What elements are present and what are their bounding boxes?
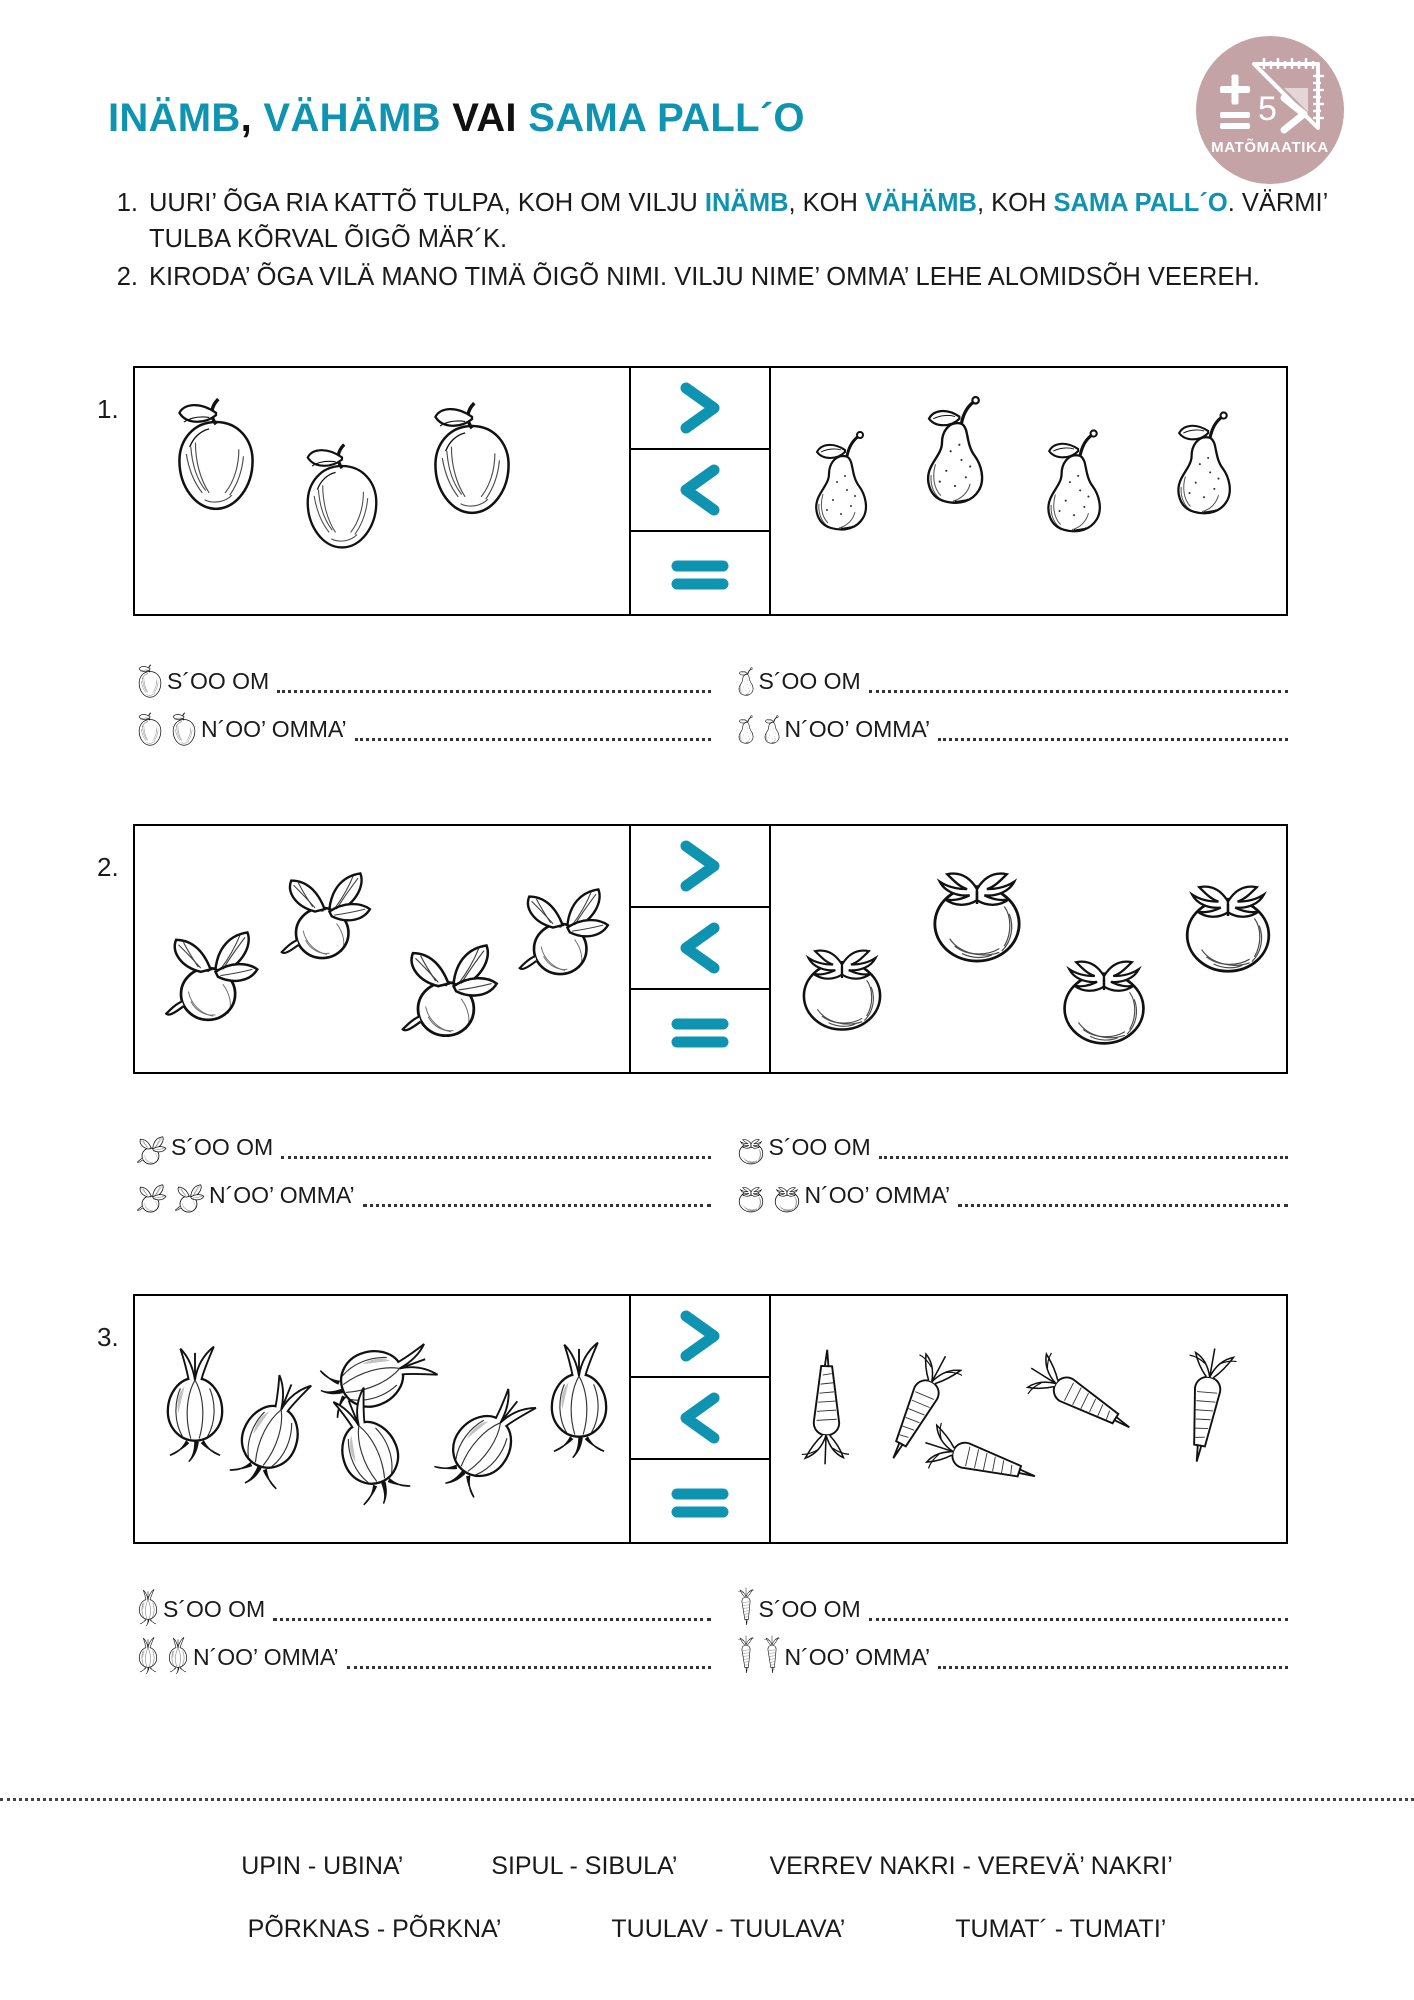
answer-blank-singular-3r[interactable] <box>869 1618 1288 1621</box>
vocabulary-item: SIPUL - SIBULA’ <box>491 1852 678 1880</box>
answer-blank-plural-1[interactable] <box>355 738 711 741</box>
answer-icon-group-singular-1 <box>133 656 167 700</box>
answer-blank-plural-3r[interactable] <box>938 1666 1288 1669</box>
instruction-1-seg-2: , KOH <box>788 189 866 217</box>
vocabulary-row-1 <box>0 1852 1414 1881</box>
answer-icon-group-plural-2 <box>133 1170 209 1214</box>
answer-row-plural-2r <box>733 1166 1289 1214</box>
vocabulary-item: UPIN - UBINA’ <box>241 1852 404 1880</box>
bottom-divider <box>0 1798 1414 1801</box>
answer-icon-group-plural-3r <box>733 1632 785 1676</box>
left-quantity-panel-3 <box>135 1296 629 1542</box>
title-sep-3 <box>517 96 528 140</box>
exercise-number-1: 1. <box>97 394 119 424</box>
answer-label-singular-3: S´OO OM <box>163 1596 266 1622</box>
instruction-item-1 <box>104 185 1354 257</box>
apple-illustration <box>157 390 275 518</box>
radish-mini-icon <box>171 1174 209 1214</box>
symbol-option-greater-3[interactable] <box>631 1296 769 1378</box>
apple-illustration <box>287 436 397 556</box>
answer-blank-singular-1[interactable] <box>277 690 710 693</box>
apple-mini-icon <box>133 710 167 748</box>
instruction-1-seg-6: . VÄRMI’ TULBA KÕRVAL ÕIGÕ MÄR´K. <box>149 189 1328 254</box>
exercise-number-3: 3. <box>97 1322 119 1352</box>
vocabulary-row-2 <box>0 1915 1414 1944</box>
answer-icon-group-plural-2r <box>733 1170 805 1214</box>
logo-wordmark: MATÕMAATIKA <box>1211 139 1329 156</box>
instructions-list <box>104 185 1354 298</box>
vocabulary-item: TUULAV - TUULAVA’ <box>611 1915 846 1943</box>
greater-than-icon <box>670 838 730 894</box>
radish-illustration <box>501 856 629 980</box>
instruction-item-2 <box>104 259 1354 295</box>
right-quantity-panel-1 <box>771 368 1286 614</box>
onion-mini-icon <box>163 1634 193 1676</box>
symbol-choice-column-3 <box>629 1296 771 1542</box>
symbol-choice-column-2 <box>629 826 771 1072</box>
answer-row-singular-3 <box>133 1580 711 1628</box>
instruction-1-seg-1: INÄMB <box>704 189 789 217</box>
answer-blank-singular-3[interactable] <box>273 1618 710 1621</box>
radish-mini-icon <box>133 1174 171 1214</box>
pear-mini-icon <box>733 662 759 700</box>
answer-column-right-3 <box>711 1580 1289 1676</box>
symbol-choice-column-1 <box>629 368 771 614</box>
less-than-icon <box>670 462 730 518</box>
symbol-option-equal-3[interactable] <box>631 1460 769 1542</box>
greater-than-icon <box>670 1308 730 1364</box>
instruction-1-seg-4: , KOH <box>976 189 1054 217</box>
title-part-inamb: INÄMB <box>108 96 241 140</box>
pear-illustration <box>789 420 893 538</box>
tomato-illustration <box>1039 932 1169 1048</box>
carrot-mini-icon <box>733 1632 759 1676</box>
tomato-mini-icon <box>733 1130 769 1166</box>
answer-blank-plural-1r[interactable] <box>938 738 1288 741</box>
tomato-illustration <box>907 842 1047 966</box>
answer-lines-2 <box>133 1118 1288 1214</box>
answer-blank-plural-3[interactable] <box>347 1666 711 1669</box>
carrot-mini-icon <box>759 1632 785 1676</box>
carrot-mini-icon <box>733 1584 759 1628</box>
answer-label-singular-2: S´OO OM <box>171 1134 274 1160</box>
tomato-mini-icon <box>733 1178 769 1214</box>
answer-label-singular-3r: S´OO OM <box>758 1596 861 1622</box>
instruction-text-2: KIRODA’ ÕGA VILÄ MANO TIMÄ ÕIGÕ NIMI. VILJU NIME’ OMMA’ LEHE ALOMIDSÕH VEEREH. <box>149 263 1260 292</box>
answer-row-plural-1 <box>133 700 711 748</box>
title-part-vahamb: VÄHÄMB <box>263 96 441 140</box>
greater-than-icon <box>670 380 730 436</box>
onion-mini-icon <box>133 1634 163 1676</box>
symbol-option-greater-1[interactable] <box>631 368 769 450</box>
comparison-panels-2 <box>133 824 1288 1074</box>
radish-illustration <box>147 898 279 1026</box>
vocabulary-list <box>0 1852 1414 1978</box>
equals-icon <box>667 1479 733 1523</box>
answer-label-plural-3: N´OO’ OMMA’ <box>193 1644 339 1670</box>
left-quantity-panel-2 <box>135 826 629 1072</box>
svg-text:5: 5 <box>1258 90 1277 128</box>
symbol-option-less-2[interactable] <box>631 908 769 990</box>
answer-icon-group-singular-2 <box>133 1122 171 1166</box>
answer-row-singular-1 <box>133 652 711 700</box>
answer-label-singular-1: S´OO OM <box>167 668 270 694</box>
title-sep-2 <box>441 96 452 140</box>
comparison-panels-3 <box>133 1294 1288 1544</box>
right-quantity-panel-2 <box>771 826 1286 1072</box>
vocabulary-item: VERREV NAKRI - VEREVÄ’ NAKRI’ <box>769 1852 1173 1880</box>
pear-mini-icon <box>759 710 785 748</box>
exercise-row-2 <box>97 824 1288 1074</box>
less-than-icon <box>670 920 730 976</box>
answer-label-singular-2r: S´OO OM <box>768 1134 871 1160</box>
equals-icon <box>667 1009 733 1053</box>
equals-icon <box>667 551 733 595</box>
answer-blank-singular-1r[interactable] <box>869 690 1288 693</box>
onion-mini-icon <box>133 1586 163 1628</box>
radish-illustration <box>263 840 391 964</box>
pear-illustration <box>1021 418 1127 540</box>
answer-icon-group-plural-1 <box>133 704 201 748</box>
page-title <box>108 96 805 141</box>
answer-icon-group-singular-3 <box>133 1584 163 1628</box>
answer-column-left-1 <box>133 652 711 748</box>
title-sep-1: , <box>240 96 264 140</box>
answer-row-singular-2r <box>733 1118 1289 1166</box>
answer-label-plural-3r: N´OO’ OMMA’ <box>784 1644 931 1670</box>
apple-mini-icon <box>133 662 167 700</box>
instruction-1-seg-0: UURI’ ÕGA RIA KATTÕ TULPA, KOH OM VILJU <box>149 189 705 217</box>
exercise-row-3 <box>97 1294 1288 1544</box>
answer-row-plural-1r <box>733 700 1289 748</box>
less-than-icon <box>670 1390 730 1446</box>
answer-column-right-2 <box>711 1118 1289 1214</box>
symbol-option-equal-2[interactable] <box>631 990 769 1072</box>
exercise-row-1 <box>97 366 1288 616</box>
answer-label-singular-1r: S´OO OM <box>758 668 861 694</box>
answer-label-plural-1r: N´OO’ OMMA’ <box>784 716 931 742</box>
answer-row-plural-3 <box>133 1628 711 1676</box>
answer-blank-plural-2[interactable] <box>363 1204 711 1207</box>
answer-column-left-2 <box>133 1118 711 1214</box>
answer-row-singular-3r <box>733 1580 1289 1628</box>
answer-icon-group-plural-3 <box>133 1632 193 1676</box>
vocabulary-item: PÕRKNAS - PÕRKNA’ <box>247 1915 502 1943</box>
answer-column-right-1 <box>711 652 1289 748</box>
left-quantity-panel-1 <box>135 368 629 614</box>
right-quantity-panel-3 <box>771 1296 1286 1542</box>
answer-icon-group-singular-3r <box>733 1584 759 1628</box>
answer-label-plural-2r: N´OO’ OMMA’ <box>804 1182 951 1208</box>
symbol-option-equal-1[interactable] <box>631 532 769 614</box>
radish-illustration <box>383 910 519 1042</box>
title-part-vai: VAI <box>452 96 517 140</box>
pear-mini-icon <box>733 710 759 748</box>
pear-illustration <box>899 384 1011 512</box>
answer-blank-singular-2r[interactable] <box>879 1156 1288 1159</box>
answer-row-singular-1r <box>733 652 1289 700</box>
instruction-number-2: 2. <box>116 263 138 292</box>
instruction-text-1 <box>149 185 1354 257</box>
answer-lines-1 <box>133 652 1288 748</box>
instruction-1-seg-5: SAMA PALL´O <box>1053 189 1228 217</box>
apple-mini-icon <box>167 710 201 748</box>
instruction-number-1: 1. <box>116 189 138 217</box>
answer-row-singular-2 <box>133 1118 711 1166</box>
tomato-mini-icon <box>769 1178 805 1214</box>
radish-mini-icon <box>133 1126 171 1166</box>
logo-graphic <box>1196 36 1344 184</box>
onion-illustration <box>533 1330 625 1466</box>
answer-row-plural-3r <box>733 1628 1289 1676</box>
instruction-1-seg-3: VÄHÄMB <box>865 189 977 217</box>
carrot-illustration <box>1151 1312 1260 1495</box>
answer-icon-group-plural-1r <box>733 704 785 748</box>
answer-blank-plural-2r[interactable] <box>958 1204 1288 1207</box>
answer-icon-group-singular-1r <box>733 656 759 700</box>
symbol-option-greater-2[interactable] <box>631 826 769 908</box>
answer-label-plural-1: N´OO’ OMMA’ <box>201 716 347 742</box>
answer-blank-singular-2[interactable] <box>281 1156 710 1159</box>
answer-row-plural-2 <box>133 1166 711 1214</box>
comparison-panels-1 <box>133 366 1288 616</box>
symbol-option-less-1[interactable] <box>631 450 769 532</box>
answer-column-left-3 <box>133 1580 711 1676</box>
title-part-sama-pallo: SAMA PALL´O <box>528 96 805 140</box>
pear-illustration <box>1151 400 1257 522</box>
tomato-illustration <box>1161 856 1286 976</box>
answer-lines-3 <box>133 1580 1288 1676</box>
answer-icon-group-singular-2r <box>733 1122 769 1166</box>
answer-label-plural-2: N´OO’ OMMA’ <box>209 1182 355 1208</box>
tomato-illustration <box>779 922 905 1034</box>
apple-illustration <box>413 394 531 522</box>
matomaatika-logo <box>1196 36 1344 184</box>
symbol-option-less-3[interactable] <box>631 1378 769 1460</box>
vocabulary-item: TUMAT´ - TUMATI’ <box>955 1915 1167 1943</box>
exercise-number-2: 2. <box>97 852 119 882</box>
